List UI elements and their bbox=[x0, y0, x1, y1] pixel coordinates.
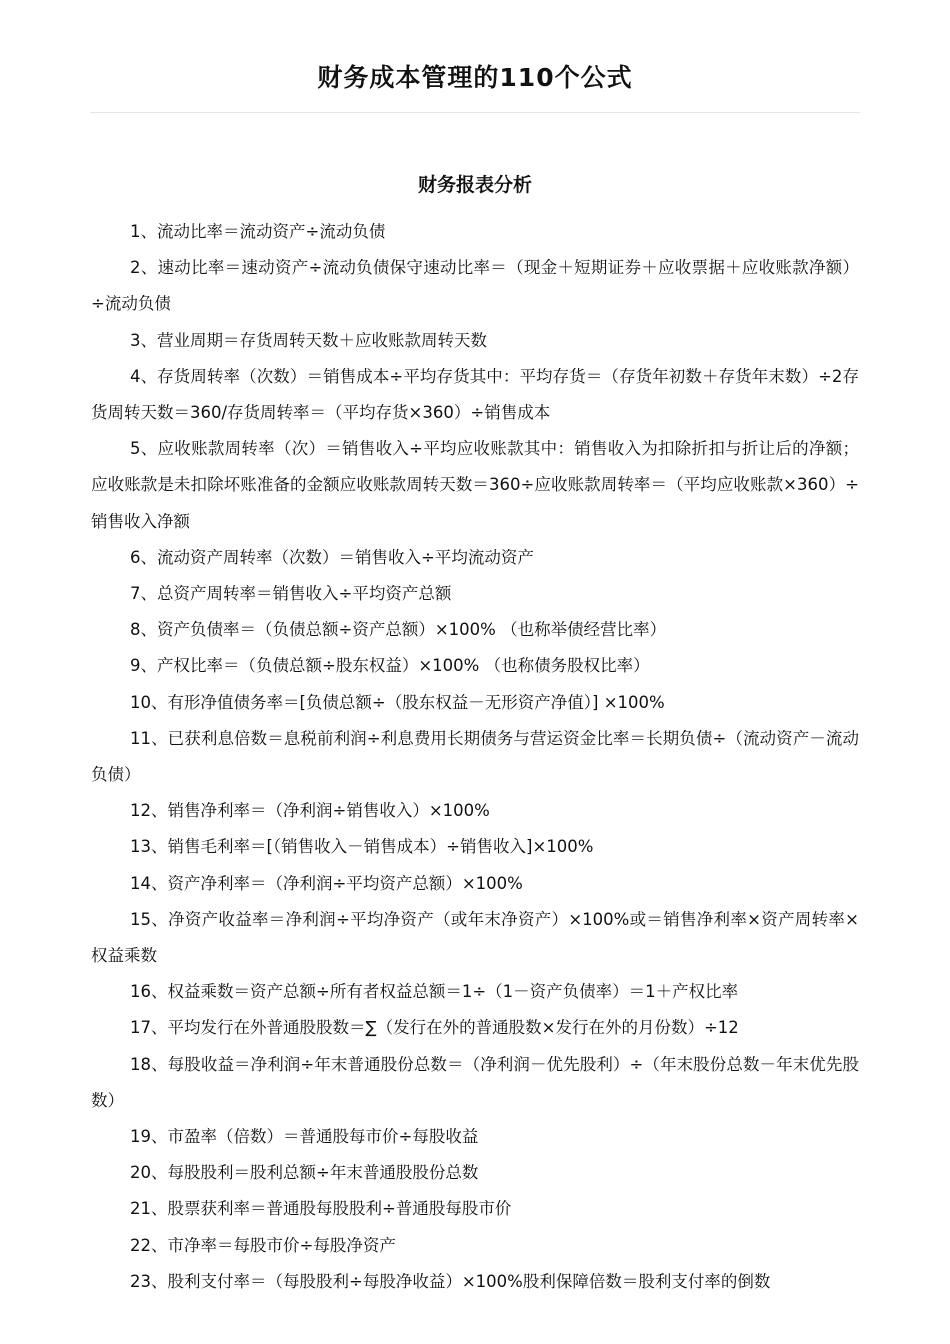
formula-item: 17、平均发行在外普通股股数＝∑（发行在外的普通股数×发行在外的月份数）÷12 bbox=[130, 1018, 739, 1038]
formula-item: 12、销售净利率＝（净利润÷销售收入）×100% bbox=[130, 801, 490, 821]
formula-item: 5、应收账款周转率（次）＝销售收入÷平均应收账款其中：销售收入为扣除折扣与折让后的净额；应收账款是未扣除坏账准备的金额应收账款周转天数＝360÷应收账款周转率＝（平均应收账款×360）÷销售收入净额 bbox=[91, 439, 859, 531]
formula-item: 3、营业周期＝存货周转天数＋应收账款周转天数 bbox=[130, 330, 487, 350]
formula-item: 2、速动比率＝速动资产÷流动负债保守速动比率＝（现金＋短期证券＋应收票据＋应收账款净额）÷流动负债 bbox=[91, 258, 859, 314]
formula-item: 14、资产净利率＝（净利润÷平均资产总额）×100% bbox=[130, 873, 523, 893]
section-heading: 财务报表分析 bbox=[417, 174, 532, 196]
formula-item: 22、市净率＝每股市价÷每股净资产 bbox=[130, 1235, 396, 1255]
formula-item: 7、总资产周转率＝销售收入÷平均资产总额 bbox=[130, 584, 452, 604]
formula-item: 15、净资产收益率＝净利润÷平均净资产（或年末净资产）×100%或＝销售净利率×资产周转率×权益乘数 bbox=[91, 909, 859, 966]
formula-item: 18、每股收益＝净利润÷年末普通股份总数＝（净利润－优先股利）÷（年末股份总数－年末优先股数） bbox=[91, 1054, 859, 1110]
formula-item: 4、存货周转率（次数）＝销售成本÷平均存货其中：平均存货＝（存货年初数＋存货年末数）÷2存货周转天数＝360/存货周转率＝（平均存货×360）÷销售成本 bbox=[91, 366, 859, 423]
formula-item: 21、股票获利率＝普通股每股股利÷普通股每股市价 bbox=[130, 1199, 512, 1219]
page-title: 财务成本管理的110个公式 bbox=[317, 63, 633, 92]
formula-item: 13、销售毛利率＝[（销售收入－销售成本）÷销售收入]×100% bbox=[130, 837, 594, 857]
formula-item: 1、流动比率＝流动资产÷流动负债 bbox=[130, 222, 386, 241]
formula-item: 23、股利支付率＝（每股股利÷每股净收益）×100%股利保障倍数＝股利支付率的倒数 bbox=[130, 1271, 771, 1291]
title-divider bbox=[90, 112, 860, 113]
formula-item: 11、已获利息倍数＝息税前利润÷利息费用长期债务与营运资金比率＝长期负债÷（流动资产－流动负债） bbox=[91, 728, 859, 785]
formula-item: 6、流动资产周转率（次数）＝销售收入÷平均流动资产 bbox=[130, 547, 534, 567]
formula-item: 16、权益乘数＝资产总额÷所有者权益总额＝1÷（1－资产负债率）＝1＋产权比率 bbox=[130, 982, 739, 1002]
formula-list bbox=[91, 214, 859, 1300]
formula-item: 19、市盈率（倍数）＝普通股每市价÷每股收益 bbox=[130, 1127, 479, 1147]
formula-item: 8、资产负债率＝（负债总额÷资产总额）×100% （也称举债经营比率） bbox=[130, 620, 667, 640]
formula-item: 20、每股股利＝股利总额÷年末普通股股份总数 bbox=[130, 1163, 479, 1183]
formula-item: 9、产权比率＝（负债总额÷股东权益）×100% （也称债务股权比率） bbox=[130, 656, 650, 676]
formula-item: 10、有形净值债务率＝[负债总额÷（股东权益－无形资产净值）] ×100% bbox=[130, 692, 665, 712]
